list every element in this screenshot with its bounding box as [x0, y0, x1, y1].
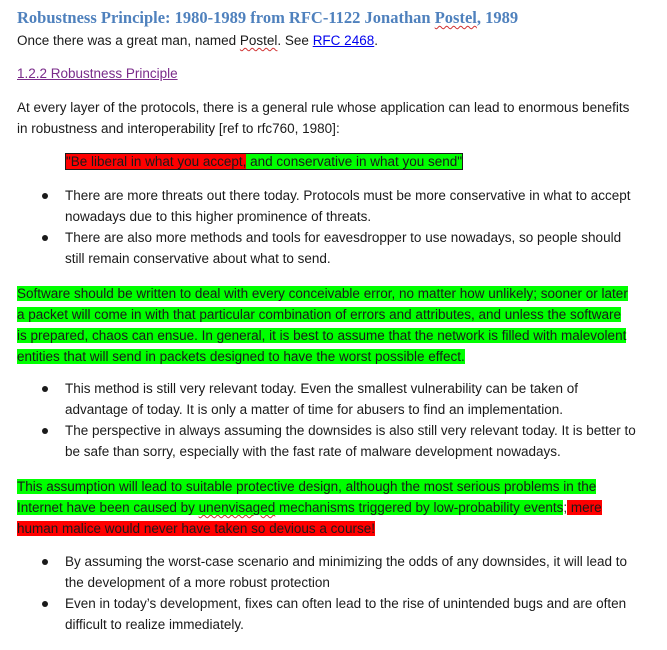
highlight-line — [17, 283, 628, 304]
bullet-dot — [42, 386, 48, 392]
title-year: , 1989 — [476, 8, 519, 27]
list-item-line: There are more threats out there today. Protocols must be more conservative in what to accept — [65, 188, 631, 203]
green-text: This assumption will lead to suitable protective design, although the most serious problems in the — [17, 479, 597, 494]
intro-name: Postel — [239, 33, 278, 48]
highlight-line — [17, 497, 602, 518]
green-text: Software should be written to deal with every conceivable error, no matter how unlikely; sooner or later — [17, 286, 628, 301]
list-item-line: be safe than sorry, especially with the fast rate of malware development nowadays. — [65, 444, 561, 459]
green-text-a: Internet have been caused by — [17, 500, 199, 515]
green-text: is prepared, chaos can ensue. In general, it is best to assume that the network is filled with malevolent — [17, 328, 627, 343]
bullet-dot — [42, 559, 48, 565]
paragraph-line: in robustness and interoperability [ref to rfc760, 1980]: — [17, 121, 340, 136]
green-text-b: mechanisms triggered by low-probability events — [275, 500, 564, 515]
rfc-2468-link[interactable]: RFC 2468 — [312, 33, 375, 48]
list-item-line: There are also more methods and tools for eavesdropper to use nowadays, so people should — [65, 230, 622, 245]
bullet-dot — [42, 235, 48, 241]
highlight-line — [17, 346, 465, 367]
green-text-word: unenvisaged — [198, 500, 276, 515]
title-name: Postel — [434, 8, 477, 27]
paragraph-line: At every layer of the protocols, there is a general rule whose application can lead to enormous benefits — [17, 100, 630, 115]
green-text — [17, 500, 563, 515]
list-item-line: The perspective in always assuming the downsides is also still very relevant today. It is better to — [65, 423, 636, 438]
list-item-line: still remain conservative about what to send. — [65, 251, 331, 266]
list-item-line: the development of a more robust protection — [65, 575, 330, 590]
list-item-line: nowadays due to this higher prominence of threats. — [65, 209, 372, 224]
list-item-line: difficult to realize immediately. — [65, 617, 244, 632]
quote-green-part: and conservative in what you send" — [246, 154, 463, 169]
intro-see: . See — [277, 33, 313, 48]
green-text: a packet will come in with that particular combination of errors and attributes, and unless the software — [17, 307, 622, 322]
bullet-dot — [42, 601, 48, 607]
title-text: Robustness Principle: 1980-1989 from RFC-1122 Jonathan — [17, 8, 435, 27]
bullet-dot — [42, 428, 48, 434]
page-title — [17, 7, 518, 29]
green-text: entities that will send in packets designed to have the worst possible effect. — [17, 349, 465, 364]
quote-box — [65, 153, 463, 170]
highlight-line — [17, 518, 375, 539]
robustness-principle-link[interactable]: 1.2.2 Robustness Principle — [17, 66, 178, 81]
quote-red-part: "Be liberal in what you accept, — [66, 154, 247, 169]
section-heading — [17, 63, 178, 84]
highlight-line — [17, 304, 621, 325]
semicolon: ; — [563, 500, 568, 515]
list-item-line: By assuming the worst-case scenario and minimizing the odds of any downsides, it will lead to — [65, 554, 628, 569]
red-text: mere — [567, 500, 602, 515]
highlight-line — [17, 476, 596, 497]
intro-text: Once there was a great man, named — [17, 33, 240, 48]
intro-sentence — [17, 30, 378, 51]
quote — [65, 151, 463, 172]
list-item-line: This method is still very relevant today. Even the smallest vulnerability can be taken of — [65, 381, 578, 396]
list-item-line: advantage of today. It is only a matter of time for abusers to find an implementation. — [65, 402, 564, 417]
red-text: human malice would never have taken so devious a course! — [17, 521, 375, 536]
bullet-dot — [42, 193, 48, 199]
highlight-line — [17, 325, 626, 346]
intro-period: . — [374, 33, 378, 48]
list-item-line: Even in today’s development, fixes can often lead to the rise of unintended bugs and are often — [65, 596, 627, 611]
